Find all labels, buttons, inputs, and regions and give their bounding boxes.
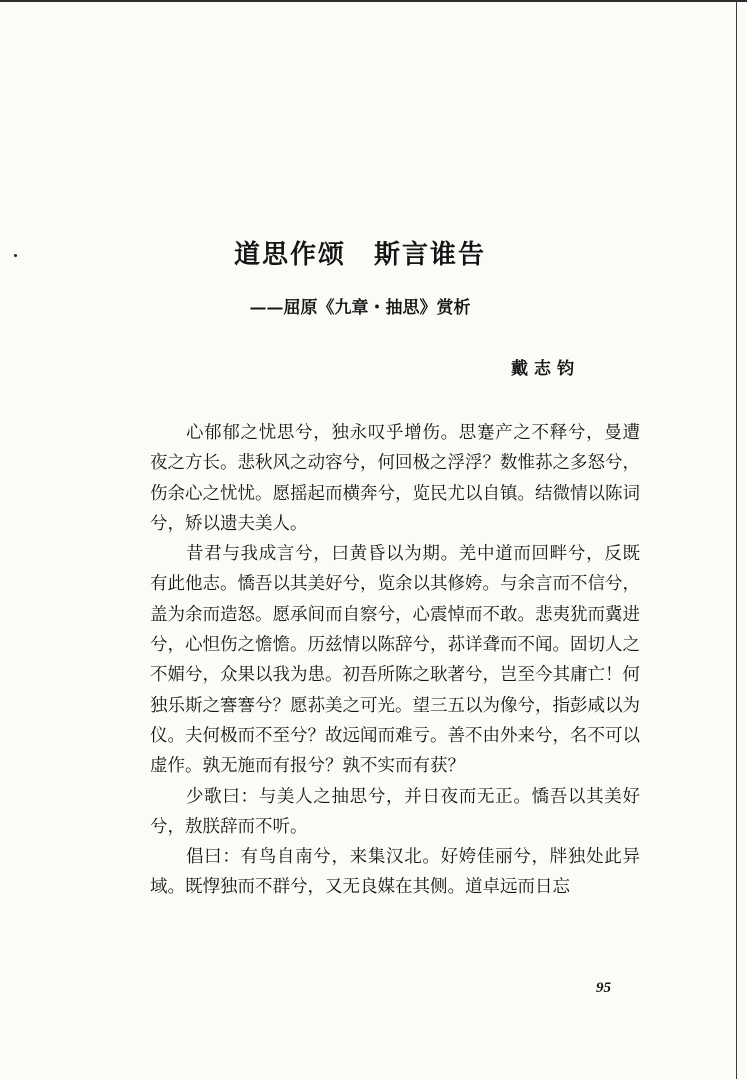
article-title: 道思作颂 斯言谁告 [233,240,486,270]
article-body [150,418,640,903]
author-name: 戴志钧 [511,359,580,379]
page-number: 95 [596,980,611,996]
paragraph: 倡曰：有鸟自南兮，来集汉北。好姱佳丽兮，牉独处此异域。既惸独而不群兮，又无良媒在其侧。道卓远而日忘 [150,847,640,898]
page-right-edge [736,0,737,1079]
scan-speck [14,254,17,257]
page-top-edge [0,0,747,2]
paragraph: 心郁郁之忧思兮，独永叹乎增伤。思蹇产之不释兮，曼遭夜之方长。悲秋风之动容兮，何回极之浮浮？数惟荪之多怒兮，伤余心之忧忧。愿摇起而横奔兮，览民尤以自镇。结微情以陈词兮，矫以遗夫美人。 [150,423,640,534]
paragraph: 昔君与我成言兮，曰黄昏以为期。羌中道而回畔兮，反既有此他志。憍吾以其美好兮，览余以其修姱。与余言而不信兮，盖为余而造怒。愿承间而自察兮，心震悼而不敢。悲夷犹而冀进兮，心怛伤之憺憺。历兹情以陈辞兮，荪详聋而不闻。固切人之不媚兮，众果以我为患。初吾所陈之耿著兮，岂至今其庸亡！何独乐斯之謇謇兮？愿荪美之可光。望三五以为像兮，指彭咸以为仪。夫何极而不至兮？故远闻而难亏。善不由外来兮，名不可以虚作。孰无施而有报兮？孰不实而有获？ [150,544,640,777]
paragraph: 少歌曰：与美人之抽思兮，并日夜而无正。憍吾以其美好兮，敖朕辞而不听。 [150,786,640,837]
article-subtitle: ——屈原《九章・抽思》赏析 [249,298,471,318]
